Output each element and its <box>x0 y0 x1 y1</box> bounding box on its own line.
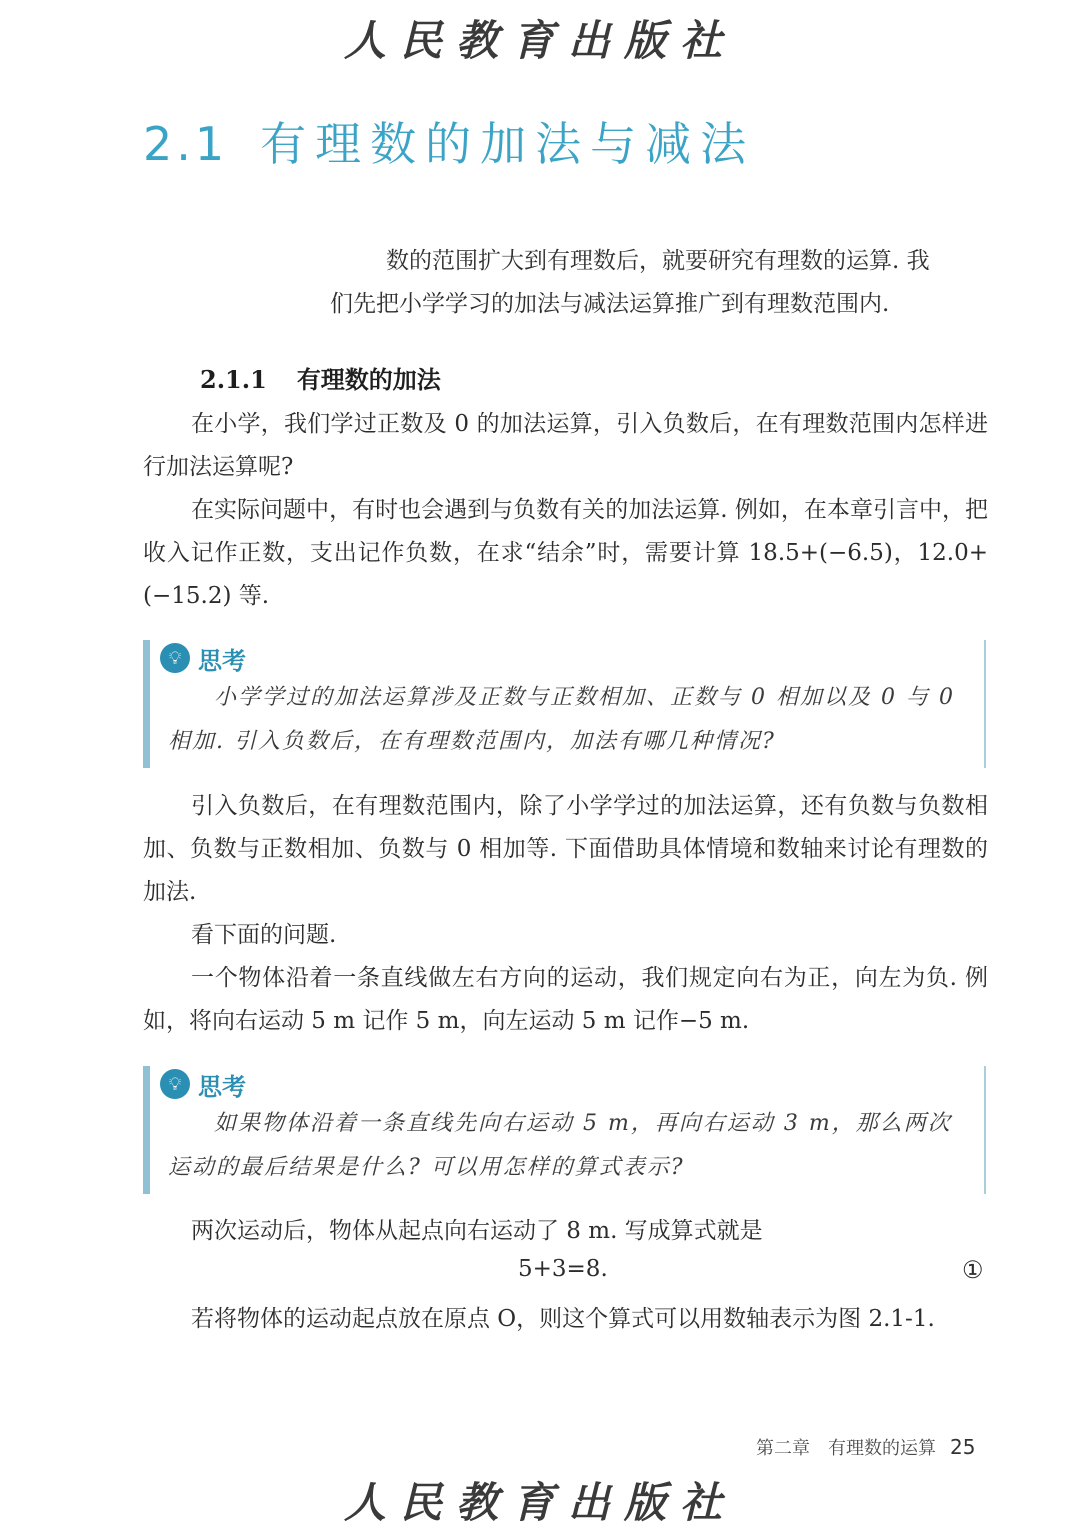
think-text: 小学学过的加法运算涉及正数与正数相加、正数与 0 相加以及 0 与 0 相加. 引入负数后，在有理数范围内，加法有哪几种情况? <box>168 685 955 754</box>
subsection-number: 2.1.1 <box>200 365 267 394</box>
publisher-logo-top: 人民教育出版社 <box>343 16 736 65</box>
paragraph: 若将物体的运动起点放在原点 O，则这个算式可以用数轴表示为图 2.1-1. <box>191 1306 935 1332</box>
footer-chapter-title: 有理数的运算 <box>828 1438 936 1459</box>
think-box-2 <box>143 1066 986 1194</box>
paragraph: 在小学，我们学过正数及 0 的加法运算，引入负数后，在有理数范围内怎样进行加法运算呢? <box>143 411 988 480</box>
paragraph: 引入负数后，在有理数范围内，除了小学学过的加法运算，还有负数与负数相加、负数与正数相加、负数与 0 相加等. 下面借助具体情境和数轴来讨论有理数的加法. <box>143 793 988 905</box>
equation-tag: ① <box>962 1256 984 1284</box>
think-body <box>150 676 984 764</box>
section-title-text: 有理数的加法与减法 <box>260 117 756 171</box>
think-body <box>150 1102 984 1190</box>
paragraph-block-3 <box>143 1210 988 1253</box>
paragraph: 一个物体沿着一条直线做左右方向的运动，我们规定向右为正，向左为负. 例如，将向右运动 5 m 记作 5 m，向左运动 5 m 记作−5 m. <box>143 965 988 1034</box>
lightbulb-icon: 💡︎ <box>160 643 190 673</box>
think-text: 如果物体沿着一条直线先向右运动 5 m，再向右运动 3 m，那么两次运动的最后结果是什么? 可以用怎样的算式表示? <box>168 1111 952 1180</box>
paragraph-block-4 <box>143 1298 988 1341</box>
publisher-logo-bottom: 人民教育出版社 <box>343 1478 736 1527</box>
think-header <box>150 1066 984 1102</box>
section-number: 2.1 <box>143 117 229 171</box>
paragraph-block-2 <box>143 785 988 1043</box>
page-number: 25 <box>950 1435 976 1459</box>
paragraph: 两次运动后，物体从起点向右运动了 8 m. 写成算式就是 <box>191 1218 763 1244</box>
think-label: 思考 <box>198 646 246 675</box>
footer-chapter: 第二章 <box>756 1438 810 1459</box>
intro-text <box>330 240 990 326</box>
intro-line-1: 数的范围扩大到有理数后，就要研究有理数的运算. 我 <box>386 248 930 274</box>
subsection-heading <box>200 360 441 395</box>
intro-line-2: 们先把小学学习的加法与减法运算推广到有理数范围内. <box>330 291 890 317</box>
paragraph: 在实际问题中，有时也会遇到与负数有关的加法运算. 例如，在本章引言中，把收入记作正数，支出记作负数，在求“结余”时，需要计算 18.5+(−6.5)，12.0+(−15.2) 等. <box>143 497 988 609</box>
section-title <box>143 108 755 174</box>
page-footer <box>756 1434 975 1460</box>
paragraph: 看下面的问题. <box>191 922 337 948</box>
think-header <box>150 640 984 676</box>
lightbulb-icon: 💡︎ <box>160 1069 190 1099</box>
subsection-title: 有理数的加法 <box>296 366 441 394</box>
think-box-1 <box>143 640 986 768</box>
paragraph-block-1 <box>143 403 988 618</box>
equation: 5+3=8. <box>518 1256 608 1282</box>
think-label: 思考 <box>198 1072 246 1101</box>
